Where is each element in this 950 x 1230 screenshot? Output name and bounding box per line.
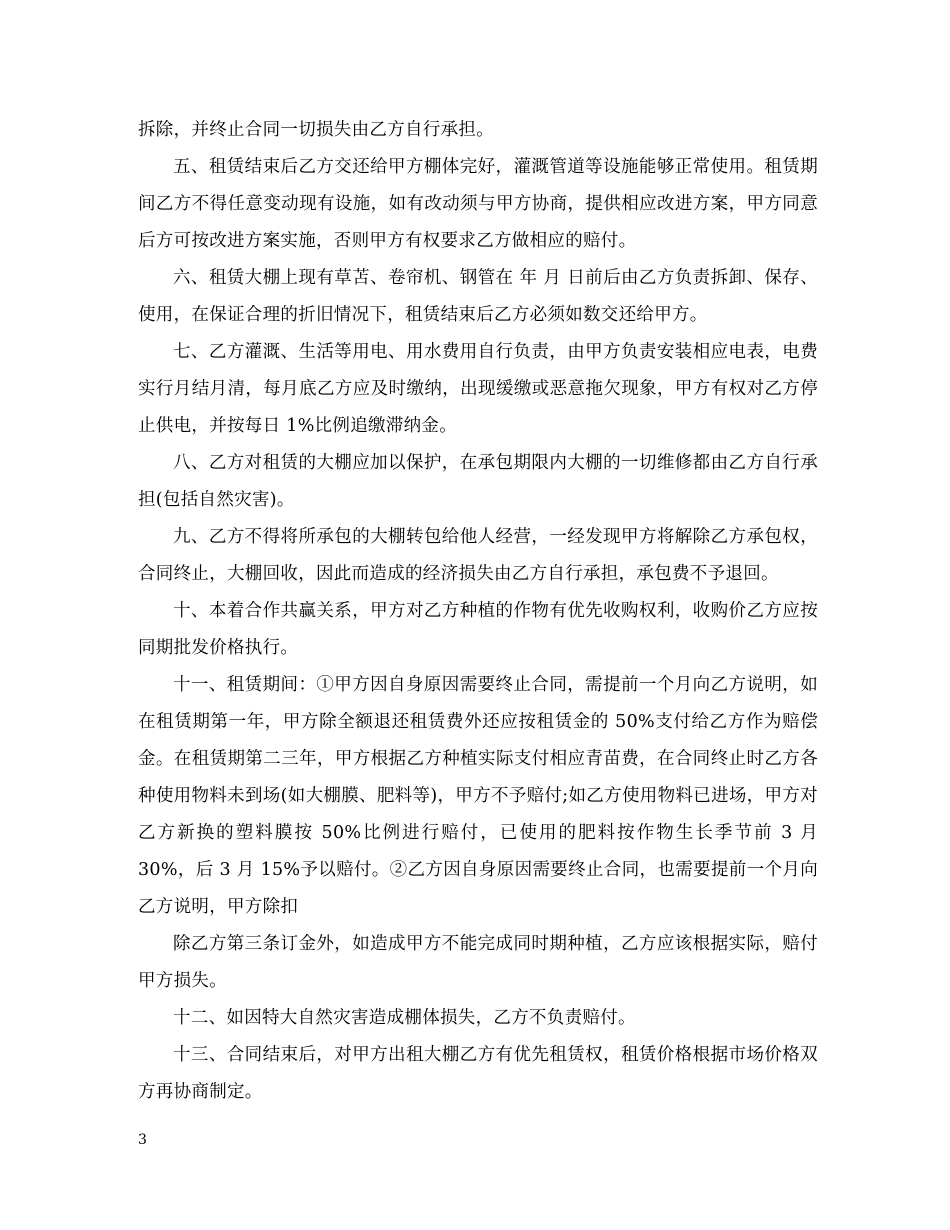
paragraph-continuation: 拆除，并终止合同一切损失由乙方自行承担。	[138, 120, 494, 140]
paragraph-clause-8: 八、乙方对租赁的大棚应加以保护，在承包期限内大棚的一切维修都由乙方自行承担(包括自然灾害)。	[138, 453, 818, 510]
paragraph-clause-10: 十、本着合作共赢关系，甲方对乙方种植的作物有优先收购权利，收购价乙方应按同期批发价格执行。	[138, 601, 818, 658]
paragraph-clause-7: 七、乙方灌溉、生活等用电、用水费用自行负责，由甲方负责安装相应电表，电费实行月结月清，每月底乙方应及时缴纳，出现缓缴或恶意拖欠现象，甲方有权对乙方停止供电，并按每日 1%比例追缴滞纳金。	[138, 342, 818, 436]
document-body	[138, 112, 818, 1111]
paragraph-clause-11: 十一、租赁期间：①甲方因自身原因需要终止合同，需提前一个月向乙方说明，如在租赁期第一年，甲方除全额退还租赁费外还应按租赁金的 50%支付给乙方作为赔偿金。在租赁期第二三年，甲方根据乙方种植实际支付相应青苗费，在合同终止时乙方各种使用物料未到场(如大棚膜、肥料等)，甲方不予赔付;如乙方使用物料已进场，甲方对乙方新换的塑料膜按 50%比例进行赔付，已使用的肥料按作物生长季节前 3 月 30%，后 3 月 15%予以赔付。②乙方因自身原因需要终止合同，也需要提前一个月向乙方说明，甲方除扣	[138, 675, 818, 917]
paragraph-clause-6: 六、租赁大棚上现有草苫、卷帘机、钢管在 年 月 日前后由乙方负责拆卸、保存、使用，在保证合理的折旧情况下，租赁结束后乙方必须如数交还给甲方。	[138, 268, 818, 325]
paragraph-clause-13: 十三、合同结束后，对甲方出租大棚乙方有优先租赁权，租赁价格根据市场价格双方再协商制定。	[138, 1045, 818, 1102]
paragraph-clause-5: 五、租赁结束后乙方交还给甲方棚体完好，灌溉管道等设施能够正常使用。租赁期间乙方不得任意变动现有设施，如有改动须与甲方协商，提供相应改进方案，甲方同意后方可按改进方案实施，否则甲方有权要求乙方做相应的赔付。	[138, 157, 818, 251]
paragraph-clause-9: 九、乙方不得将所承包的大棚转包给他人经营，一经发现甲方将解除乙方承包权，合同终止，大棚回收，因此而造成的经济损失由乙方自行承担，承包费不予退回。	[138, 527, 818, 584]
paragraph-clause-11-continued: 除乙方第三条订金外，如造成甲方不能完成同时期种植，乙方应该根据实际，赔付甲方损失。	[138, 934, 818, 991]
page-number: 3	[138, 1132, 147, 1148]
paragraph-clause-12: 十二、如因特大自然灾害造成棚体损失，乙方不负责赔付。	[173, 1008, 636, 1028]
